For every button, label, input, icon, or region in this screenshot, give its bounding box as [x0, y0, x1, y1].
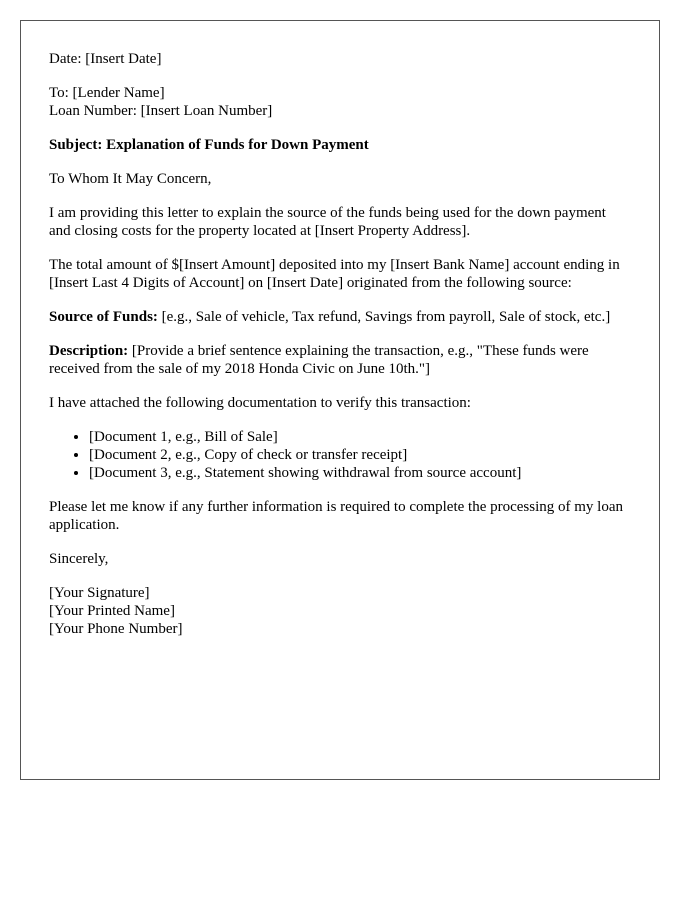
- signature-block: [49, 584, 631, 638]
- closing-paragraph: Please let me know if any further information is required to complete the processing of my loan application.: [49, 499, 624, 533]
- sign-off: Sincerely,: [49, 551, 109, 567]
- letter-body: [49, 50, 631, 638]
- intro-paragraph: I am providing this letter to explain the source of the funds being used for the down payment and closing costs for the property located at [Insert Property Address].: [49, 205, 606, 239]
- recipient-block: [49, 84, 631, 120]
- date-line: Date: [Insert Date]: [49, 51, 162, 67]
- documents-list: [49, 428, 631, 482]
- source-of-funds-label: Source of Funds:: [49, 309, 158, 325]
- signature-line: [Your Signature]: [49, 585, 150, 601]
- amount-paragraph: The total amount of $[Insert Amount] deposited into my [Insert Bank Name] account ending in [Insert Last 4 Digits of Account] on [Insert Date] originated from the following source:: [49, 257, 620, 291]
- recipient-line: To: [Lender Name]: [49, 85, 165, 101]
- list-item: • [Document 2, e.g., Copy of check or transfer receipt]: [89, 446, 631, 464]
- description-paragraph: [49, 342, 631, 378]
- subject-line: [49, 136, 631, 154]
- loan-number-line: Loan Number: [Insert Loan Number]: [49, 103, 273, 119]
- printed-name-line: [Your Printed Name]: [49, 603, 175, 619]
- phone-number-line: [Your Phone Number]: [49, 621, 183, 637]
- salutation: To Whom It May Concern,: [49, 171, 212, 187]
- description-label: Description:: [49, 343, 129, 359]
- attachments-intro: I have attached the following documentation to verify this transaction:: [49, 395, 471, 411]
- source-of-funds-text: [e.g., Sale of vehicle, Tax refund, Savings from payroll, Sale of stock, etc.]: [157, 309, 611, 325]
- subject-text: Subject: Explanation of Funds for Down Payment: [49, 137, 369, 153]
- list-item: • [Document 3, e.g., Statement showing withdrawal from source account]: [89, 464, 631, 482]
- source-of-funds-paragraph: [49, 308, 631, 326]
- description-text: [Provide a brief sentence explaining the transaction, e.g., "These funds were received from the sale of my 2018 Honda Civic on June 10th."]: [49, 343, 589, 377]
- letter-page: [20, 20, 660, 780]
- list-item: • [Document 1, e.g., Bill of Sale]: [89, 428, 631, 446]
